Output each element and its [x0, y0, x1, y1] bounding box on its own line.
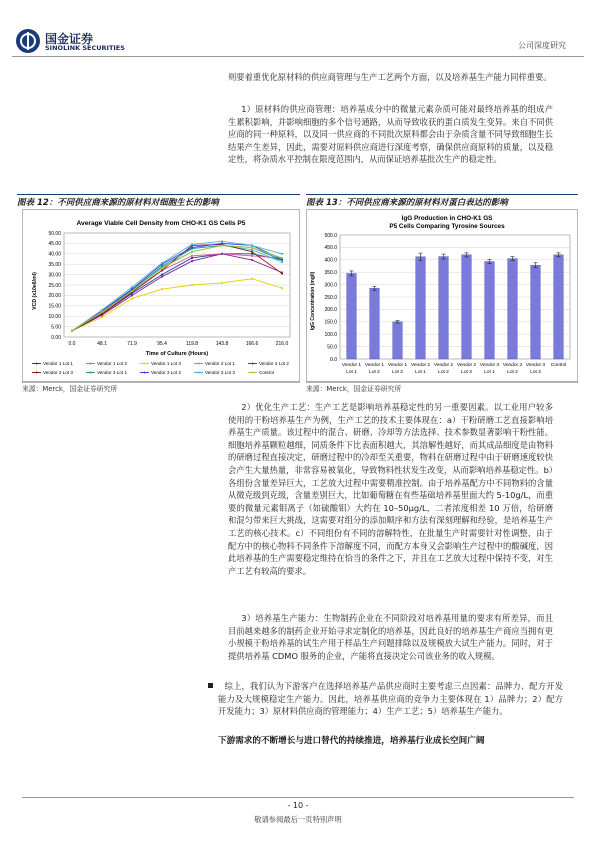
x-tick-label: Vendor 3 — [479, 363, 500, 368]
legend-marker — [90, 363, 92, 365]
data-point — [221, 244, 223, 246]
legend-marker — [90, 372, 92, 374]
y-tick-label: 50.0 — [327, 344, 337, 351]
y-tick-label: 100.0 — [324, 332, 337, 338]
data-point — [131, 297, 133, 299]
y-tick-label: 40.00 — [48, 251, 61, 258]
y-tick-label: 25.00 — [48, 282, 61, 289]
data-point — [221, 240, 223, 242]
bullet-square-icon — [208, 683, 213, 688]
header-divider — [12, 56, 584, 57]
x-tick-label: 166.6 — [245, 341, 259, 347]
data-point — [251, 259, 253, 261]
x-tick-label: Vendor 3 — [502, 363, 523, 368]
figure-12-source: 来源：Merck，国金证券研究所 — [22, 385, 118, 393]
data-point — [131, 288, 133, 290]
x-tick-label: Lot 2 — [369, 370, 380, 375]
source-divider — [306, 381, 578, 382]
page-number: - 10 - — [287, 801, 309, 810]
y-tick-label: 10.00 — [48, 314, 61, 320]
legend-marker — [36, 372, 38, 374]
figure-12-title: 图表 12：不同供应商来源的原材料对细胞生长的影响 — [17, 194, 300, 209]
data-point — [131, 286, 133, 288]
x-tick-label: 119.8 — [185, 341, 199, 347]
data-point — [281, 257, 283, 259]
legend-marker — [252, 372, 254, 374]
legend-label: Vendor 1 Lot 3 — [151, 361, 181, 366]
bar — [370, 288, 380, 359]
paragraph-process-optimization — [228, 401, 553, 577]
footer-divider — [22, 797, 574, 798]
y-tick-label: 20.00 — [48, 293, 61, 300]
vcd-line-chart — [22, 209, 300, 383]
y-tick-label: 0.0 — [330, 356, 337, 363]
x-tick-label: Lot 1 — [484, 370, 495, 375]
sinolink-logo-icon — [15, 28, 41, 54]
bar — [393, 322, 403, 359]
x-tick-label: Lot 2 — [438, 370, 449, 375]
data-point — [101, 311, 103, 313]
data-point — [161, 265, 163, 267]
bar — [554, 255, 564, 359]
data-point — [251, 249, 253, 251]
x-tick-label: Lot 1 — [346, 370, 357, 375]
logo-english-name: SINOLINK SECURITIES — [45, 44, 125, 52]
x-axis-label: Time of Culture (Hours) — [145, 351, 209, 357]
legend-marker — [36, 363, 38, 365]
legend-label: Vendor 2 Lot 3 — [43, 370, 73, 375]
data-point — [221, 242, 223, 244]
data-point — [281, 253, 283, 255]
section-heading-conclusion: 下游需求的不断增长与进口替代的持续推进，培养基行业成长空间广阔 — [218, 736, 485, 746]
legend-marker — [198, 363, 200, 365]
data-point — [281, 272, 283, 274]
y-tick-label: 5.00 — [51, 324, 61, 331]
x-tick-label: Lot 3 — [530, 370, 541, 375]
bar — [347, 273, 357, 359]
y-axis-label: IgG Concentration (mg/l) — [310, 271, 316, 331]
legend-label: Vendor 3 Lot 2 — [151, 370, 181, 375]
data-point — [131, 290, 133, 292]
x-tick-label: Control — [550, 363, 567, 368]
y-tick-label: 200.0 — [324, 307, 337, 314]
legend-marker — [144, 363, 146, 365]
data-point — [191, 257, 193, 259]
y-tick-label: 0.00 — [51, 334, 61, 341]
data-point — [191, 251, 193, 253]
figure-13-source: 来源：Merck，国金证券研究所 — [306, 385, 402, 393]
y-tick-label: 500.0 — [324, 232, 337, 239]
data-point — [191, 243, 193, 245]
x-tick-label: 95.4 — [157, 341, 167, 347]
x-tick-label: Vendor 3 — [525, 363, 546, 368]
data-point — [281, 287, 283, 289]
bar — [462, 255, 472, 359]
legend-label: Vendor 2 Lot 2 — [259, 361, 289, 366]
data-point — [191, 255, 193, 257]
data-point — [71, 330, 73, 332]
paragraph-text: 1）原材料的供应商管理：培养基成分中的微量元素杂质可能对最终培养基的组成产生累积影响，并影响细胞的多个信号通路，从而导致收获的蛋白质发生变异。来自不同供应商的同一种原料，以及同一供应商的不同批次原料都会由于杂质含量不同导致细胞生长结果产生差异，因此，需要对原料供应商进行深度考察，确保供应商原料的质量，以及稳定性，将杂质水平控制在限度范围内，从而保证培养基批次生产的稳定性。 — [228, 104, 553, 165]
x-tick-label: Vendor 2 — [410, 363, 431, 368]
x-tick-label: Vendor 1 — [364, 363, 385, 368]
x-tick-label: Vendor 2 — [456, 363, 477, 368]
legend-label: Vendor 3 Lot 1 — [97, 370, 127, 375]
data-point — [221, 282, 223, 284]
data-point — [251, 251, 253, 253]
legend-label: Vendor 3 Lot 3 — [205, 370, 235, 375]
x-tick-label: 143.8 — [215, 341, 229, 347]
data-point — [101, 309, 103, 311]
data-point — [251, 244, 253, 246]
data-point — [161, 262, 163, 264]
legend-label: Vendor 1 Lot 1 — [43, 361, 73, 366]
bar — [416, 257, 426, 359]
data-point — [161, 288, 163, 290]
data-point — [281, 261, 283, 263]
y-tick-label: 450.0 — [324, 245, 337, 252]
legend-marker — [198, 372, 200, 374]
legend-label: Control — [259, 370, 274, 375]
y-tick-label: 400.0 — [324, 257, 337, 264]
logo-chinese-name: 国金证券 — [45, 32, 94, 46]
igg-bar-chart — [306, 209, 578, 383]
paragraph-text: 则要着重优化原材料的供应商管理与生产工艺两个方面，以及培养基生产能力同样重要。 — [228, 72, 552, 82]
legend-marker — [252, 363, 254, 365]
data-point — [251, 246, 253, 248]
figure-13-title: 图表 13：不同供应商来源的原材料对蛋白表达的影响 — [306, 194, 578, 209]
bar — [485, 262, 495, 359]
data-point — [251, 278, 253, 280]
footer-disclaimer: 敬请参阅最后一页特别声明 — [254, 815, 342, 824]
x-tick-label: 48.1 — [97, 341, 107, 347]
report-type-label: 公司深度研究 — [518, 41, 566, 50]
y-tick-label: 150.0 — [324, 319, 337, 326]
legend-label: Vendor 2 Lot 1 — [205, 361, 235, 366]
x-tick-label: Lot 2 — [507, 370, 518, 375]
y-tick-label: 50.00 — [48, 230, 61, 237]
y-tick-label: 15.00 — [48, 303, 61, 310]
summary-bullet — [218, 680, 563, 718]
data-point — [161, 276, 163, 278]
data-point — [221, 253, 223, 255]
x-tick-label: Vendor 1 — [387, 363, 408, 368]
paragraph-text: 3）培养基生产能力：生物制药企业在不同阶段对培养基用量的要求有所差异，而且目前越来越多的制药企业开始寻求定制化的培养基，因此良好的培养基生产商应当拥有更小规模干粉培养基的试生产用于样品生产问题排除以及规模放大试生产能力。同时，对于提供培养基 CDMO 服务的企业，产能将直接决定公司该业务的收入规模。 — [228, 613, 553, 661]
y-tick-label: 30.00 — [48, 272, 61, 279]
y-tick-label: 250.0 — [324, 294, 337, 301]
x-tick-label: Lot 3 — [392, 370, 403, 375]
x-tick-label: 71.9 — [127, 341, 137, 347]
data-point — [251, 253, 253, 255]
source-divider — [22, 381, 300, 382]
legend-marker — [144, 372, 146, 374]
data-point — [191, 260, 193, 262]
bullet-text: 综上，我们认为下游客户在选择培养基产品供应商时主要考虑三点因素：品牌力、配方开发能力及大规模稳定生产能力。因此，培养基供应商的竞争力主要体现在 1）品牌力；2）配方开发能力；3）原材料供应商的管理能力；4）生产工艺；5）培养基生产能力。 — [218, 681, 563, 717]
data-point — [101, 313, 103, 315]
data-point — [161, 274, 163, 276]
y-tick-label: 35.00 — [48, 262, 61, 268]
x-tick-label: Vendor 1 — [341, 363, 362, 368]
chart-title-line-1: IgG Production in CHO-K1 GS — [401, 215, 493, 222]
y-tick-label: 45.00 — [48, 241, 61, 248]
paragraph-supplier-management — [228, 103, 553, 166]
data-point — [161, 269, 163, 271]
y-tick-label: 300.0 — [324, 282, 337, 289]
x-tick-label: Lot 1 — [415, 370, 426, 375]
bar — [439, 257, 449, 359]
data-point — [161, 267, 163, 269]
chart-title-line-2: P5 Cells Comparing Tyrosine Sources — [389, 223, 505, 230]
x-tick-label: Lot 3 — [461, 370, 472, 375]
data-point — [131, 294, 133, 296]
data-point — [191, 246, 193, 248]
y-tick-label: 350.0 — [324, 270, 337, 276]
bar — [508, 259, 518, 359]
data-point — [101, 316, 103, 318]
paragraph-intro — [228, 71, 553, 84]
paragraph-production-capacity — [228, 612, 553, 662]
data-point — [191, 284, 193, 286]
data-point — [251, 255, 253, 257]
x-tick-label: Vendor 2 — [433, 363, 454, 368]
chart-title: Average Viable Cell Density from CHO-K1 GS Cells P5 — [76, 220, 246, 227]
legend-label: Vendor 1 Lot 2 — [97, 361, 127, 366]
paragraph-text: 2）优化生产工艺：生产工艺是影响培养基稳定性的另一重要因素。以工业用户较多使用的干粉培养基生产为例，生产工艺的技术主要体现在：a）干粉研磨工艺直接影响培养基生产质量。该过程中的混合、研磨、冷却等方法选择、技术参数显著影响干粉性能。细胞培养基颗粒越细，同质条件下比表面积越大，其溶解性越好，而其成品细度是由物料的研磨过程直接决定，研磨过程中的冷却至关重要，物料在研磨过程中由于研磨速度较快会产生大量热量，非常容易被氧化，导致物料性状发生改变，从而影响培养基稳定性。b）各组份含量差异巨大，工艺放大过程中需要精准控制。由于培养基配方中不同物料的含量从微克级到克级，含量差别巨大，比如葡萄糖在有些基础培养基里面大约 5-10g/L，而重要的微量元素钼离子（如硫酸钼）大约在 10–50μg/L，二者浓度相差 10 万倍，给研磨和混匀带来巨大挑战，这需要对组分的添加顺序和方法有深刻理解和经验，是培养基生产工艺的核心技术。c）不同组份有不同的溶解特性，在批量生产时需要针对性调整，由于配方中的核心物料不同条件下溶解度不同，而配方本身又会影响生产过程中的酸碱度，因此培养基的生产需要稳定维持在恰当的条件之下，并且在工艺放大过程中保持不变，对生产工艺有较高的要求。 — [228, 402, 553, 576]
x-tick-label: 216.0 — [275, 341, 289, 347]
bar — [531, 265, 541, 359]
x-tick-label: 0.0 — [68, 341, 76, 347]
y-axis-label: VCD (x10e6/ml) — [32, 272, 38, 310]
